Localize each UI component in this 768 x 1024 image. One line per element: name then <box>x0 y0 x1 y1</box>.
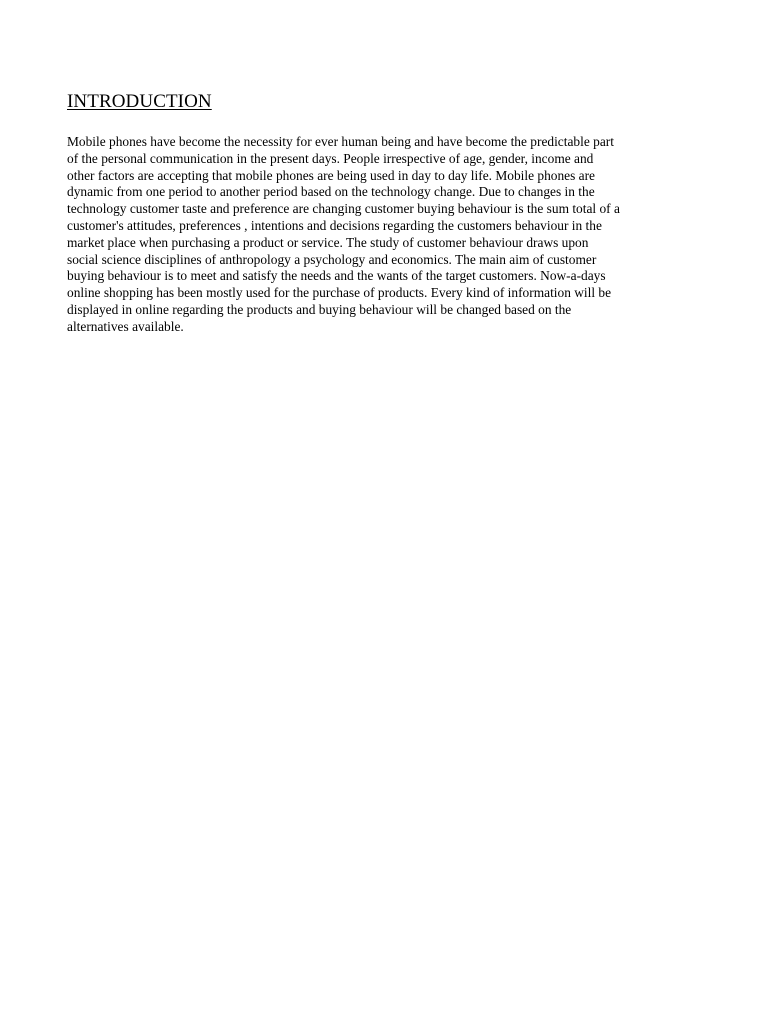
introduction-paragraph <box>67 134 709 336</box>
paragraph-line: other factors are accepting that mobile phones are being used in day to day life. Mobile phones are <box>67 167 596 183</box>
paragraph-line: buying behaviour is to meet and satisfy the needs and the wants of the target customers. Now-a-days <box>67 268 606 284</box>
paragraph-line: technology customer taste and preference are changing customer buying behaviour is the sum total of a <box>67 201 620 217</box>
paragraph-line: of the personal communication in the present days. People irrespective of age, gender, income and <box>67 150 594 166</box>
document-content <box>67 91 709 336</box>
paragraph-line: displayed in online regarding the products and buying behaviour will be changed based on the <box>67 301 572 317</box>
paragraph-line: market place when purchasing a product or service. The study of customer behaviour draws upon <box>67 234 589 250</box>
paragraph-line: customer's attitudes, preferences , intentions and decisions regarding the customers behaviour in the <box>67 217 602 233</box>
paragraph-line: online shopping has been mostly used for the purchase of products. Every kind of information will be <box>67 285 612 301</box>
section-heading: INTRODUCTION <box>67 91 212 112</box>
paragraph-line: Mobile phones have become the necessity for ever human being and have become the predictable part <box>67 134 614 149</box>
paragraph-line: dynamic from one period to another period based on the technology change. Due to changes in the <box>67 184 595 200</box>
paragraph-line: social science disciplines of anthropology a psychology and economics. The main aim of customer <box>67 251 597 267</box>
paragraph-line: alternatives available. <box>67 318 184 334</box>
